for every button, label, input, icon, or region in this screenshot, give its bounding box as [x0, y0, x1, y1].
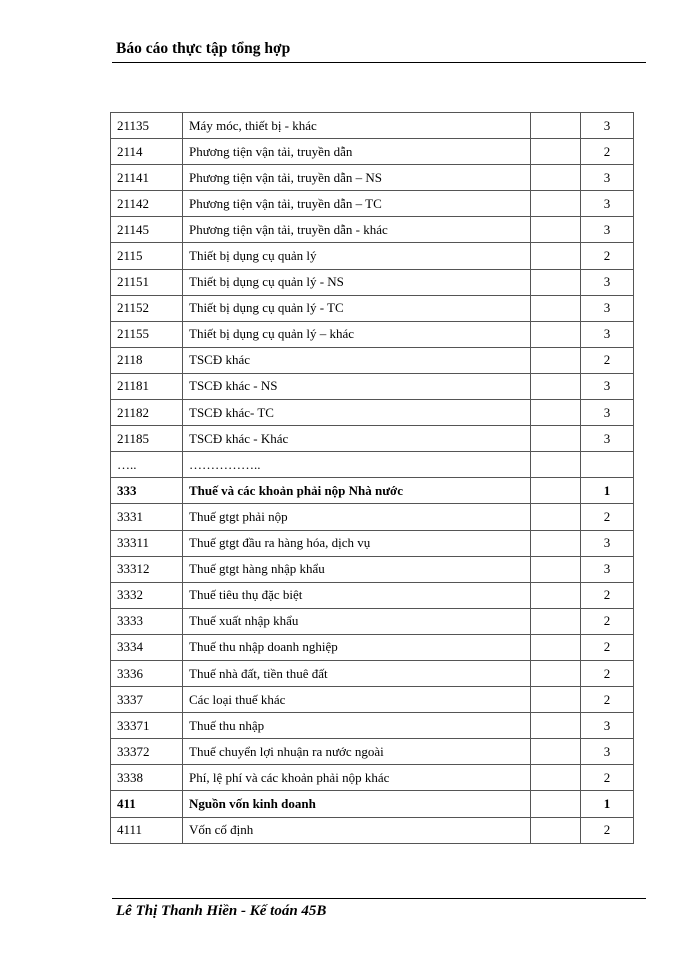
account-level-cell: 3	[581, 713, 634, 739]
empty-cell	[531, 634, 581, 660]
account-name-cell: TSCĐ khác	[183, 347, 531, 373]
account-name-cell: Thuế xuất nhập khẩu	[183, 608, 531, 634]
table-row	[111, 634, 634, 660]
empty-cell	[531, 139, 581, 165]
account-name-cell: Thuế gtgt hàng nhập khẩu	[183, 556, 531, 582]
account-level-cell: 3	[581, 426, 634, 452]
account-level-cell: 2	[581, 687, 634, 713]
table-row	[111, 426, 634, 452]
account-level-cell: 3	[581, 530, 634, 556]
account-level-cell: 2	[581, 504, 634, 530]
account-code-cell: 21141	[111, 165, 183, 191]
account-code-cell: 2115	[111, 243, 183, 269]
empty-cell	[531, 817, 581, 843]
page-footer-author: Lê Thị Thanh Hiền - Kế toán 45B	[116, 903, 327, 919]
account-name-cell: Thuế nhà đất, tiền thuê đất	[183, 660, 531, 686]
account-name-cell: Phương tiện vận tải, truyền dẫn - khác	[183, 217, 531, 243]
account-level-cell: 3	[581, 739, 634, 765]
account-name-cell: Thuế thu nhập	[183, 713, 531, 739]
account-name-cell: Phương tiện vận tải, truyền dẫn – NS	[183, 165, 531, 191]
account-level-cell: 2	[581, 139, 634, 165]
account-name-cell: Phương tiện vận tải, truyền dẫn – TC	[183, 191, 531, 217]
empty-cell	[531, 321, 581, 347]
table-row	[111, 347, 634, 373]
table-row	[111, 269, 634, 295]
account-code-cell: 411	[111, 791, 183, 817]
account-name-cell: Phí, lệ phí và các khoản phải nộp khác	[183, 765, 531, 791]
account-level-cell: 3	[581, 373, 634, 399]
account-code-cell: 21155	[111, 321, 183, 347]
account-name-cell: TSCĐ khác - Khác	[183, 426, 531, 452]
account-level-cell: 3	[581, 269, 634, 295]
table-row	[111, 582, 634, 608]
account-level-cell	[581, 452, 634, 478]
footer-divider	[112, 898, 646, 899]
empty-cell	[531, 791, 581, 817]
empty-cell	[531, 739, 581, 765]
account-name-cell: Thiết bị dụng cụ quản lý - TC	[183, 295, 531, 321]
empty-cell	[531, 426, 581, 452]
table-row	[111, 817, 634, 843]
table-row	[111, 295, 634, 321]
account-level-cell: 2	[581, 347, 634, 373]
account-level-cell: 2	[581, 582, 634, 608]
account-code-cell: 2114	[111, 139, 183, 165]
account-name-cell: Thiết bị dụng cụ quản lý - NS	[183, 269, 531, 295]
account-level-cell: 3	[581, 165, 634, 191]
table-row	[111, 165, 634, 191]
account-name-cell: Phương tiện vận tải, truyền dẫn	[183, 139, 531, 165]
table-row	[111, 452, 634, 478]
table-row	[111, 243, 634, 269]
account-level-cell: 2	[581, 243, 634, 269]
account-code-cell: 21145	[111, 217, 183, 243]
table-row	[111, 660, 634, 686]
account-level-cell: 3	[581, 556, 634, 582]
table-row	[111, 321, 634, 347]
empty-cell	[531, 530, 581, 556]
account-code-cell: 3334	[111, 634, 183, 660]
account-code-cell: 33372	[111, 739, 183, 765]
empty-cell	[531, 452, 581, 478]
empty-cell	[531, 478, 581, 504]
account-name-cell: Thuế thu nhập doanh nghiệp	[183, 634, 531, 660]
account-level-cell: 3	[581, 400, 634, 426]
account-level-cell: 1	[581, 478, 634, 504]
account-code-cell: 33312	[111, 556, 183, 582]
account-level-cell: 2	[581, 660, 634, 686]
account-name-cell: Vốn cố định	[183, 817, 531, 843]
account-code-cell: 21152	[111, 295, 183, 321]
account-code-cell: 33371	[111, 713, 183, 739]
account-name-cell: Thiết bị dụng cụ quản lý – khác	[183, 321, 531, 347]
table-row	[111, 400, 634, 426]
empty-cell	[531, 165, 581, 191]
empty-cell	[531, 113, 581, 139]
empty-cell	[531, 765, 581, 791]
table-row	[111, 478, 634, 504]
empty-cell	[531, 269, 581, 295]
table-row	[111, 191, 634, 217]
account-code-cell: 21185	[111, 426, 183, 452]
account-level-cell: 3	[581, 191, 634, 217]
account-code-cell: 33311	[111, 530, 183, 556]
account-code-cell: 3331	[111, 504, 183, 530]
empty-cell	[531, 660, 581, 686]
table-row	[111, 530, 634, 556]
empty-cell	[531, 373, 581, 399]
table-row	[111, 687, 634, 713]
account-level-cell: 2	[581, 608, 634, 634]
page-header-title: Báo cáo thực tập tổng hợp	[116, 40, 291, 57]
account-level-cell: 3	[581, 217, 634, 243]
account-name-cell: Thiết bị dụng cụ quản lý	[183, 243, 531, 269]
table-row	[111, 373, 634, 399]
account-code-cell: 21142	[111, 191, 183, 217]
empty-cell	[531, 400, 581, 426]
account-code-cell: 21181	[111, 373, 183, 399]
account-code-cell: 3332	[111, 582, 183, 608]
account-name-cell: TSCĐ khác- TC	[183, 400, 531, 426]
account-level-cell: 1	[581, 791, 634, 817]
account-name-cell: Các loại thuế khác	[183, 687, 531, 713]
account-code-cell: 21182	[111, 400, 183, 426]
account-level-cell: 2	[581, 765, 634, 791]
empty-cell	[531, 243, 581, 269]
account-table	[110, 112, 634, 844]
account-code-cell: 2118	[111, 347, 183, 373]
table-row	[111, 739, 634, 765]
account-name-cell: Thuế tiêu thụ đặc biệt	[183, 582, 531, 608]
account-code-cell: 3333	[111, 608, 183, 634]
account-code-cell: 21151	[111, 269, 183, 295]
account-code-cell: 3338	[111, 765, 183, 791]
table-row	[111, 765, 634, 791]
table-row	[111, 139, 634, 165]
header-divider	[112, 62, 646, 63]
account-name-cell: Nguồn vốn kinh doanh	[183, 791, 531, 817]
account-level-cell: 2	[581, 817, 634, 843]
empty-cell	[531, 608, 581, 634]
account-name-cell: ……………..	[183, 452, 531, 478]
table-row	[111, 217, 634, 243]
account-code-cell: 333	[111, 478, 183, 504]
account-name-cell: Thuế gtgt đầu ra hàng hóa, dịch vụ	[183, 530, 531, 556]
empty-cell	[531, 504, 581, 530]
account-code-cell: 21135	[111, 113, 183, 139]
empty-cell	[531, 217, 581, 243]
table-row	[111, 791, 634, 817]
table-row	[111, 504, 634, 530]
account-code-cell: 4111	[111, 817, 183, 843]
table-row	[111, 608, 634, 634]
account-level-cell: 3	[581, 295, 634, 321]
account-code-cell: …..	[111, 452, 183, 478]
account-table-body	[111, 113, 634, 844]
account-code-cell: 3337	[111, 687, 183, 713]
account-code-cell: 3336	[111, 660, 183, 686]
empty-cell	[531, 556, 581, 582]
account-name-cell: TSCĐ khác - NS	[183, 373, 531, 399]
account-name-cell: Thuế chuyển lợi nhuận ra nước ngoài	[183, 739, 531, 765]
account-level-cell: 3	[581, 113, 634, 139]
empty-cell	[531, 582, 581, 608]
table-row	[111, 113, 634, 139]
empty-cell	[531, 713, 581, 739]
table-row	[111, 556, 634, 582]
empty-cell	[531, 347, 581, 373]
empty-cell	[531, 687, 581, 713]
account-level-cell: 3	[581, 321, 634, 347]
empty-cell	[531, 191, 581, 217]
table-row	[111, 713, 634, 739]
account-level-cell: 2	[581, 634, 634, 660]
account-name-cell: Thuế và các khoản phải nộp Nhà nước	[183, 478, 531, 504]
account-name-cell: Thuế gtgt phải nộp	[183, 504, 531, 530]
empty-cell	[531, 295, 581, 321]
account-name-cell: Máy móc, thiết bị - khác	[183, 113, 531, 139]
